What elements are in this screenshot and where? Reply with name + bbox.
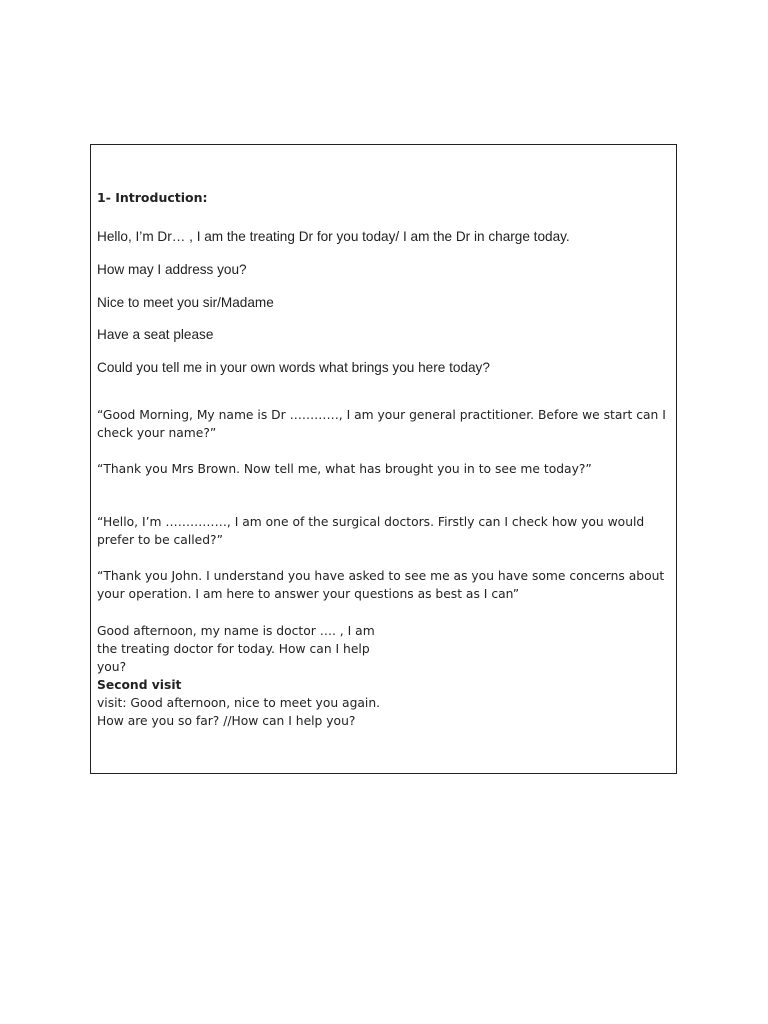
intro-line: Have a seat please [97, 327, 214, 342]
second-visit-title: Second visit [97, 678, 182, 692]
example-quote: “Hello, I’m ……………, I am one of the surgical doctors. Firstly can I check how you would prefer to be called?” [97, 515, 645, 547]
example-quote: “Good Morning, My name is Dr …………, I am your general practitioner. Before we start can I check your name?” [97, 408, 666, 440]
second-visit-text: visit: Good afternoon, nice to meet you again. How are you so far? //How can I help you? [97, 696, 381, 728]
introduction-box [90, 144, 677, 774]
visit-notes [97, 622, 382, 730]
intro-line: Could you tell me in your own words what brings you here today? [97, 360, 490, 375]
example-quote: “Thank you Mrs Brown. Now tell me, what has brought you in to see me today?” [97, 462, 592, 476]
section-heading: 1- Introduction: [97, 190, 208, 205]
intro-line: How may I address you? [97, 262, 247, 277]
intro-line: Hello, I’m Dr… , I am the treating Dr for you today/ I am the Dr in charge today. [97, 229, 570, 244]
example-quote: “Thank you John. I understand you have asked to see me as you have some concerns about your operation. I am here to answer your questions as best as I can” [97, 569, 665, 601]
first-visit-text: Good afternoon, my name is doctor …. , I am the treating doctor for today. How can I help you? [97, 624, 375, 674]
intro-line: Nice to meet you sir/Madame [97, 295, 274, 310]
